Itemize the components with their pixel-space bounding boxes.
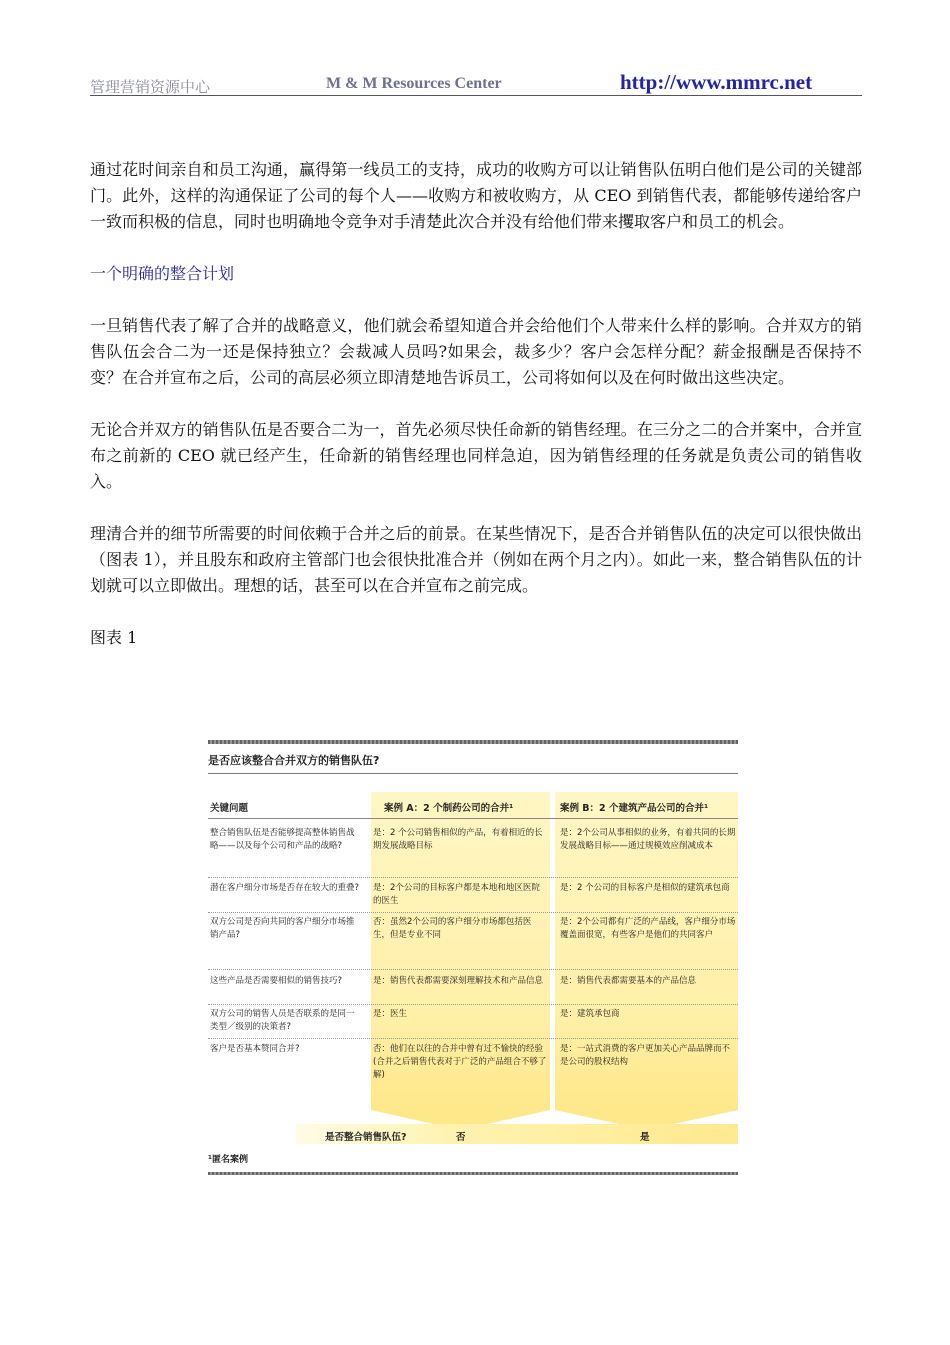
figure-label: 图表 1 [90, 628, 138, 647]
paragraph-4: 理清合并的细节所需要的时间依赖于合并之后的前景。在某些情况下，是否合并销售队伍的决定可以很快做出（图表 1），并且股东和政府主管部门也会很快批准合并（例如在两个月之内）。如此一来，整合销售队伍的计划就可以立即做出。理想的话，甚至可以在合并宣布之前完成。 [90, 524, 862, 595]
paragraph-2: 一旦销售代表了解了合并的战略意义，他们就会希望知道合并会给他们个人带来什么样的影响。合并双方的销售队伍会合二为一还是保持独立？会裁减人员吗?如果会，裁多少？客户会怎样分配？薪金报酬是否保持不变？在合并宣布之后，公司的高层必须立即清楚地告诉员工，公司将如何以及在何时做出这些决定。 [90, 316, 862, 387]
page-header [90, 66, 862, 96]
figure-top-bar [208, 740, 738, 744]
row-4-case-b: 是：销售代表都需要基本的产品信息 [560, 976, 697, 986]
figure-footnote: ¹匿名案例 [208, 1155, 248, 1165]
row-2-question: 潜在客户细分市场是否存在较大的重叠? [210, 883, 360, 893]
row-6-question: 客户是否基本赞同合并? [210, 1044, 300, 1054]
row-3-case-a: 否：虽然2个公司的客户细分市场都包括医生，但是专业不同 [373, 917, 532, 940]
section-title: 一个明确的整合计划 [90, 264, 235, 283]
header-org-name: 管理营销资源中心 [90, 78, 211, 96]
paragraph-3: 无论合并双方的销售队伍是否要合二为一，首先必须尽快任命新的销售经理。在三分之二的合并案中，合并宣布之前新的 CEO 就已经产生，任命新的销售经理也同样急迫，因为销售经理的任务就是负责公司的销售收入。 [90, 420, 862, 491]
row-5-question: 双方公司的销售人员是否联系的是同一类型／级别的决策者? [210, 1009, 355, 1032]
row-divider [208, 1038, 738, 1039]
row-3-case-b: 是：2个公司都有广泛的产品线，客户细分市场覆盖面很宽，有些客户是他们的共同客户 [560, 917, 736, 940]
figure-title: 是否应该整合合并双方的销售队伍? [208, 754, 380, 767]
row-6-case-a: 否：他们在以往的合并中曾有过不愉快的经验(合并之后销售代表对于广泛的产品组合不够了解) [373, 1044, 547, 1080]
row-1-case-b: 是：2个公司从事相似的业务，有着共同的长期发展战略目标——通过规模效应削减成本 [560, 828, 736, 851]
decision-case-a: 否 [456, 1132, 466, 1143]
decision-case-b: 是 [640, 1132, 650, 1143]
header-rule [208, 818, 738, 819]
header-url-link[interactable]: http://www.mmrc.net [620, 70, 813, 94]
row-4-question: 这些产品是否需要相似的销售技巧? [210, 976, 343, 986]
header-divider [90, 95, 862, 96]
row-2-case-a: 是：2个公司的目标客户都是本地和地区医院的医生 [373, 883, 540, 906]
row-1-question: 整合销售队伍是否能够提高整体销售战略——以及每个公司和产品的战略? [210, 828, 355, 851]
row-4-case-a: 是：销售代表都需要深刻理解技术和产品信息 [373, 976, 544, 986]
row-divider [208, 969, 738, 970]
row-divider [208, 877, 738, 878]
row-6-case-b: 是：一站式消费的客户更加关心产品品牌而不是公司的股权结构 [560, 1044, 731, 1067]
article-body [90, 157, 862, 677]
row-1-case-a: 是：2 个公司销售相似的产品，有着相近的长期发展战略目标 [373, 828, 543, 851]
header-org-name-en: M & M Resources Center [326, 75, 502, 92]
row-3-question: 双方公司是否向共同的客户细分市场推销产品? [210, 917, 355, 940]
row-divider [208, 912, 738, 913]
col-header-key: 关键问题 [210, 803, 249, 814]
row-divider [208, 1004, 738, 1005]
figure-bottom-bar [208, 1172, 738, 1175]
row-2-case-b: 是：2 个公司的目标客户是相似的建筑承包商 [560, 883, 730, 893]
figure-title-rule [208, 773, 738, 774]
decision-question: 是否整合销售队伍? [325, 1132, 407, 1143]
row-5-case-a: 是：医生 [373, 1009, 408, 1019]
col-header-case-b: 案例 B：2 个建筑产品公司的合并¹ [560, 803, 709, 814]
figure-1 [208, 740, 738, 1176]
paragraph-1: 通过花时间亲自和员工沟通，赢得第一线员工的支持，成功的收购方可以让销售队伍明白他们是公司的关键部门。此外，这样的沟通保证了公司的每个人——收购方和被收购方，从 CEO 到销售代表，都能够传递给客户一致而积极的信息，同时也明确地令竞争对手清楚此次合并没有给他们带来攫取客户和员工的机会。 [90, 160, 862, 231]
row-5-case-b: 是：建筑承包商 [560, 1009, 620, 1019]
col-header-case-a: 案例 A：2 个制药公司的合并¹ [384, 803, 514, 814]
